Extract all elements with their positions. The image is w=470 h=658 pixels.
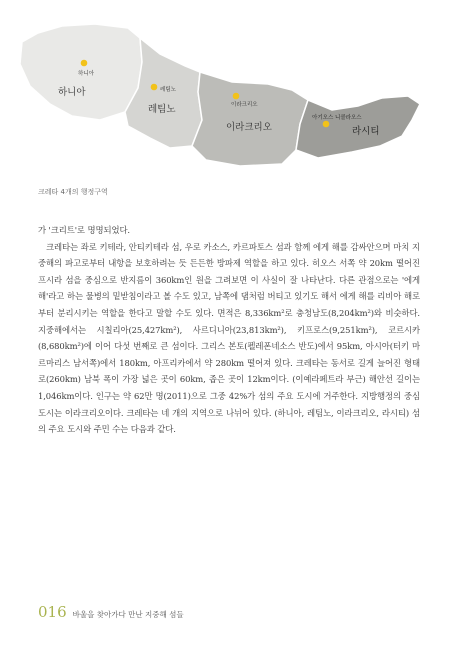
region-label-rethymno: 레팀노	[148, 104, 176, 115]
body-text	[38, 222, 420, 438]
city-dot-rethymno	[151, 84, 158, 91]
map-caption: 크레타 4개의 행정구역	[38, 188, 108, 196]
paragraph-crete-overview: 크레타는 좌로 키테라, 안티키테라 섬, 우로 카소스, 카르파토스 섬과 함께 에게 해를 감싸안으며 마치 지중해의 파고로부터 내항을 보호하려는 듯 든든한 방파제 역할을 하고 있다. 히오스 서쪽 약 20km 떨어진 프시라 섬을 중심으로 반지름이 360km인 원을 그려보면 이 사실이 잘 나타난다. 다른 관점으로는 '에게 해'라고 하는 물병의 밑받침이라고 볼 수도 있고, 남쪽에 댐처럼 버티고 있기도 해서 에게 해를 리비아 해로부터 분리시키는 역할을 한다고 말할 수도 있다. 면적은 8,336km²로 충청남도(8,204km²)와 비슷하다. 지중해에서는 시칠리아(25,427km²), 사르디니아(23,813km²), 키프로스(9,251km²), 코르시카(8,680km²)에 이어 다섯 번째로 큰 섬이다. 그리스 본토(펠레폰네소스 반도)에서 95km, 아시아(터키 마르마리스 남서쪽)에서 180km, 아프리카에서 약 280km 떨어져 있다. 크레타는 동서로 길게 늘어진 형태로(260km) 남북 폭이 가장 넓은 곳이 60km, 좁은 곳이 12km이다. (이예라페트라 부근) 해안선 길이는 1,046km이다. 인구는 약 62만 명(2011)으로 그중 42%가 섬의 주요 도시에 거주한다. 지방행정의 중심도시는 이라크리오이다. 크레타는 네 개의 지역으로 나뉘어 있다. (하니아, 레팀노, 이라크리오, 라시티) 섬의 주요 도시와 주민 수는 다음과 같다.	[38, 241, 420, 435]
paragraph-continuation: 가 '크리트'로 명명되었다.	[38, 225, 130, 235]
city-dot-hania	[81, 60, 88, 67]
running-title: 바울을 찾아가다 만난 지중해 섬들	[72, 610, 184, 619]
city-label-heraklion: 이라크리오	[231, 102, 258, 108]
city-dot-heraklion	[233, 93, 240, 100]
region-label-hania: 하니아	[58, 87, 86, 98]
region-heraklion[interactable]	[192, 72, 308, 166]
page-number: 016	[38, 603, 67, 621]
region-label-heraklion: 이라크리오	[226, 122, 272, 133]
page-footer	[38, 603, 184, 621]
crete-regions-map	[0, 0, 470, 180]
city-label-agios-nikolaos: 아기오스 니콜라오스	[312, 115, 362, 121]
region-label-lasithi: 라시티	[352, 126, 380, 137]
city-dot-agios-nikolaos	[323, 121, 330, 128]
city-label-rethymno: 레팀노	[160, 87, 176, 93]
city-label-hania: 하니아	[78, 71, 94, 77]
